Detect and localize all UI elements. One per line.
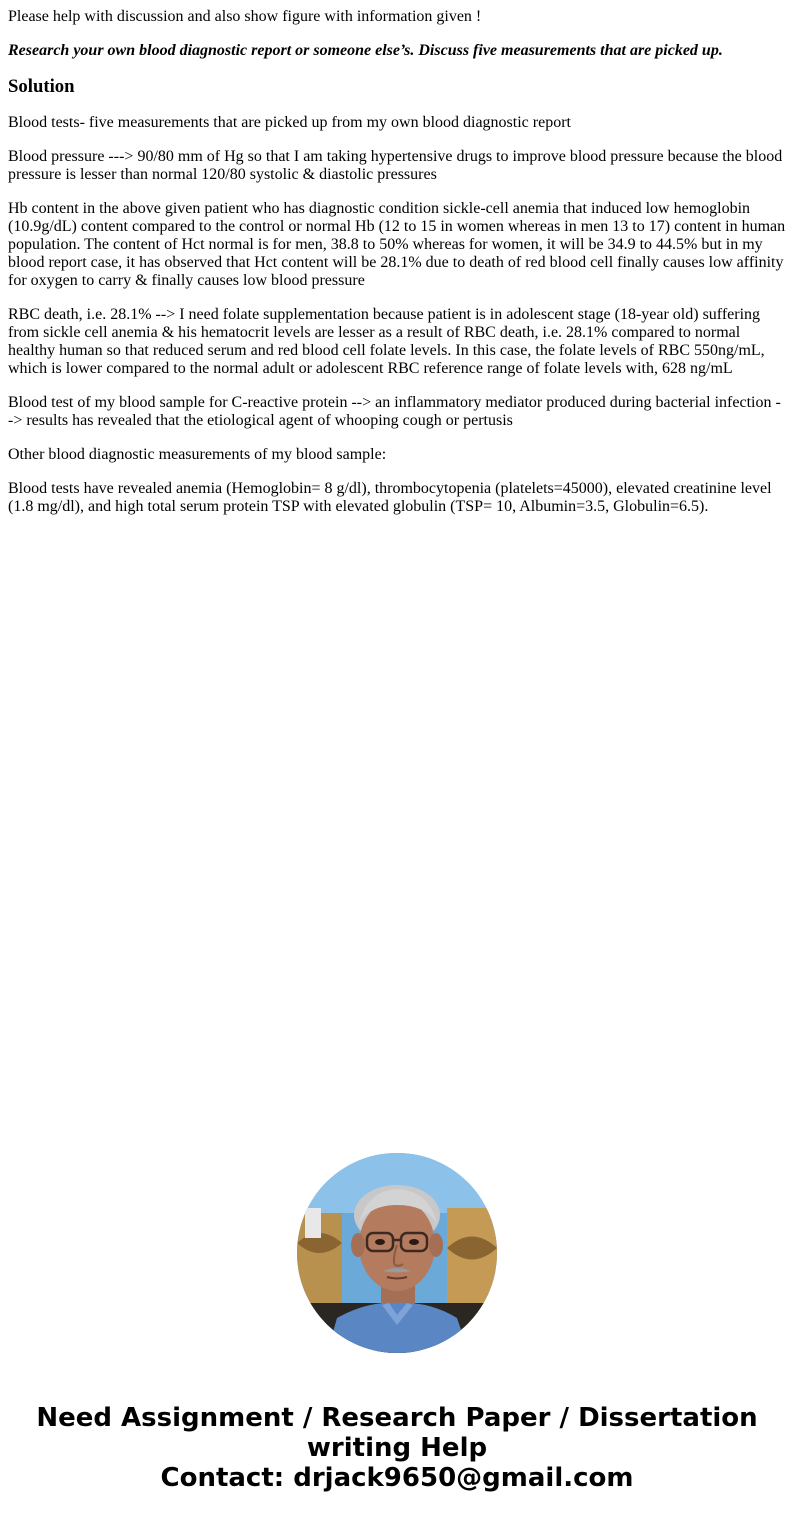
footer-line: writing Help — [306, 1433, 488, 1463]
solution-paragraph: RBC death, i.e. 28.1% --> I need folate supplementation because patient is in adolescent stage (18-year old) suffering from sickle cell anemia & his hematocrit levels are lesser as a result of RBC death, i.e. 28.1% compared to normal healthy human so that reduced serum and red blood cell folate levels. In this case, the folate levels of RBC 550ng/mL, which is lower compared to the normal adult or adolescent RBC reference range of folate levels with, 628 ng/mL — [8, 306, 765, 377]
footer-contact: Contact: drjack9650@gmail.com — [160, 1463, 634, 1493]
author-avatar — [297, 1153, 497, 1353]
contact-footer — [0, 1403, 794, 1493]
solution-paragraph: Other blood diagnostic measurements of my blood sample: — [8, 446, 387, 463]
solution-paragraph: Blood tests- five measurements that are picked up from my own blood diagnostic report — [8, 114, 571, 131]
solution-paragraph: Blood pressure ---> 90/80 mm of Hg so that I am taking hypertensive drugs to improve blood pressure because the blood pressure is lesser than normal 120/80 systolic & diastolic pressures — [8, 148, 783, 183]
solution-paragraph: Blood test of my blood sample for C-reactive protein --> an inflammatory mediator produced during bacterial infection --> results has revealed that the etiological agent of whooping cough or pertusis — [8, 394, 781, 429]
author-portrait — [297, 1153, 497, 1353]
solution-heading: Solution — [8, 76, 75, 97]
document-body — [8, 8, 786, 532]
question-intro: Please help with discussion and also show figure with information given ! — [8, 8, 482, 25]
question-prompt: Research your own blood diagnostic report or someone else’s. Discuss five measurements that are picked up. — [8, 42, 723, 59]
footer-line: Need Assignment / Research Paper / Dissertation — [36, 1403, 758, 1433]
solution-paragraph: Blood tests have revealed anemia (Hemoglobin= 8 g/dl), thrombocytopenia (platelets=45000), elevated creatinine level (1.8 mg/dl), and high total serum protein TSP with elevated globulin (TSP= 10, Albumin=3.5, Globulin=6.5). — [8, 480, 772, 515]
solution-paragraph: Hb content in the above given patient who has diagnostic condition sickle-cell anemia that induced low hemoglobin (10.9g/dL) content compared to the control or normal Hb (12 to 15 in women whereas in men 13 to 17) content in human population. The content of Hct normal is for men, 38.8 to 50% whereas for women, it will be 34.9 to 44.5% but in my blood report case, it has observed that Hct content will be 28.1% due to death of red blood cell finally causes low affinity for oxygen to carry & finally causes low blood pressure — [8, 200, 786, 289]
